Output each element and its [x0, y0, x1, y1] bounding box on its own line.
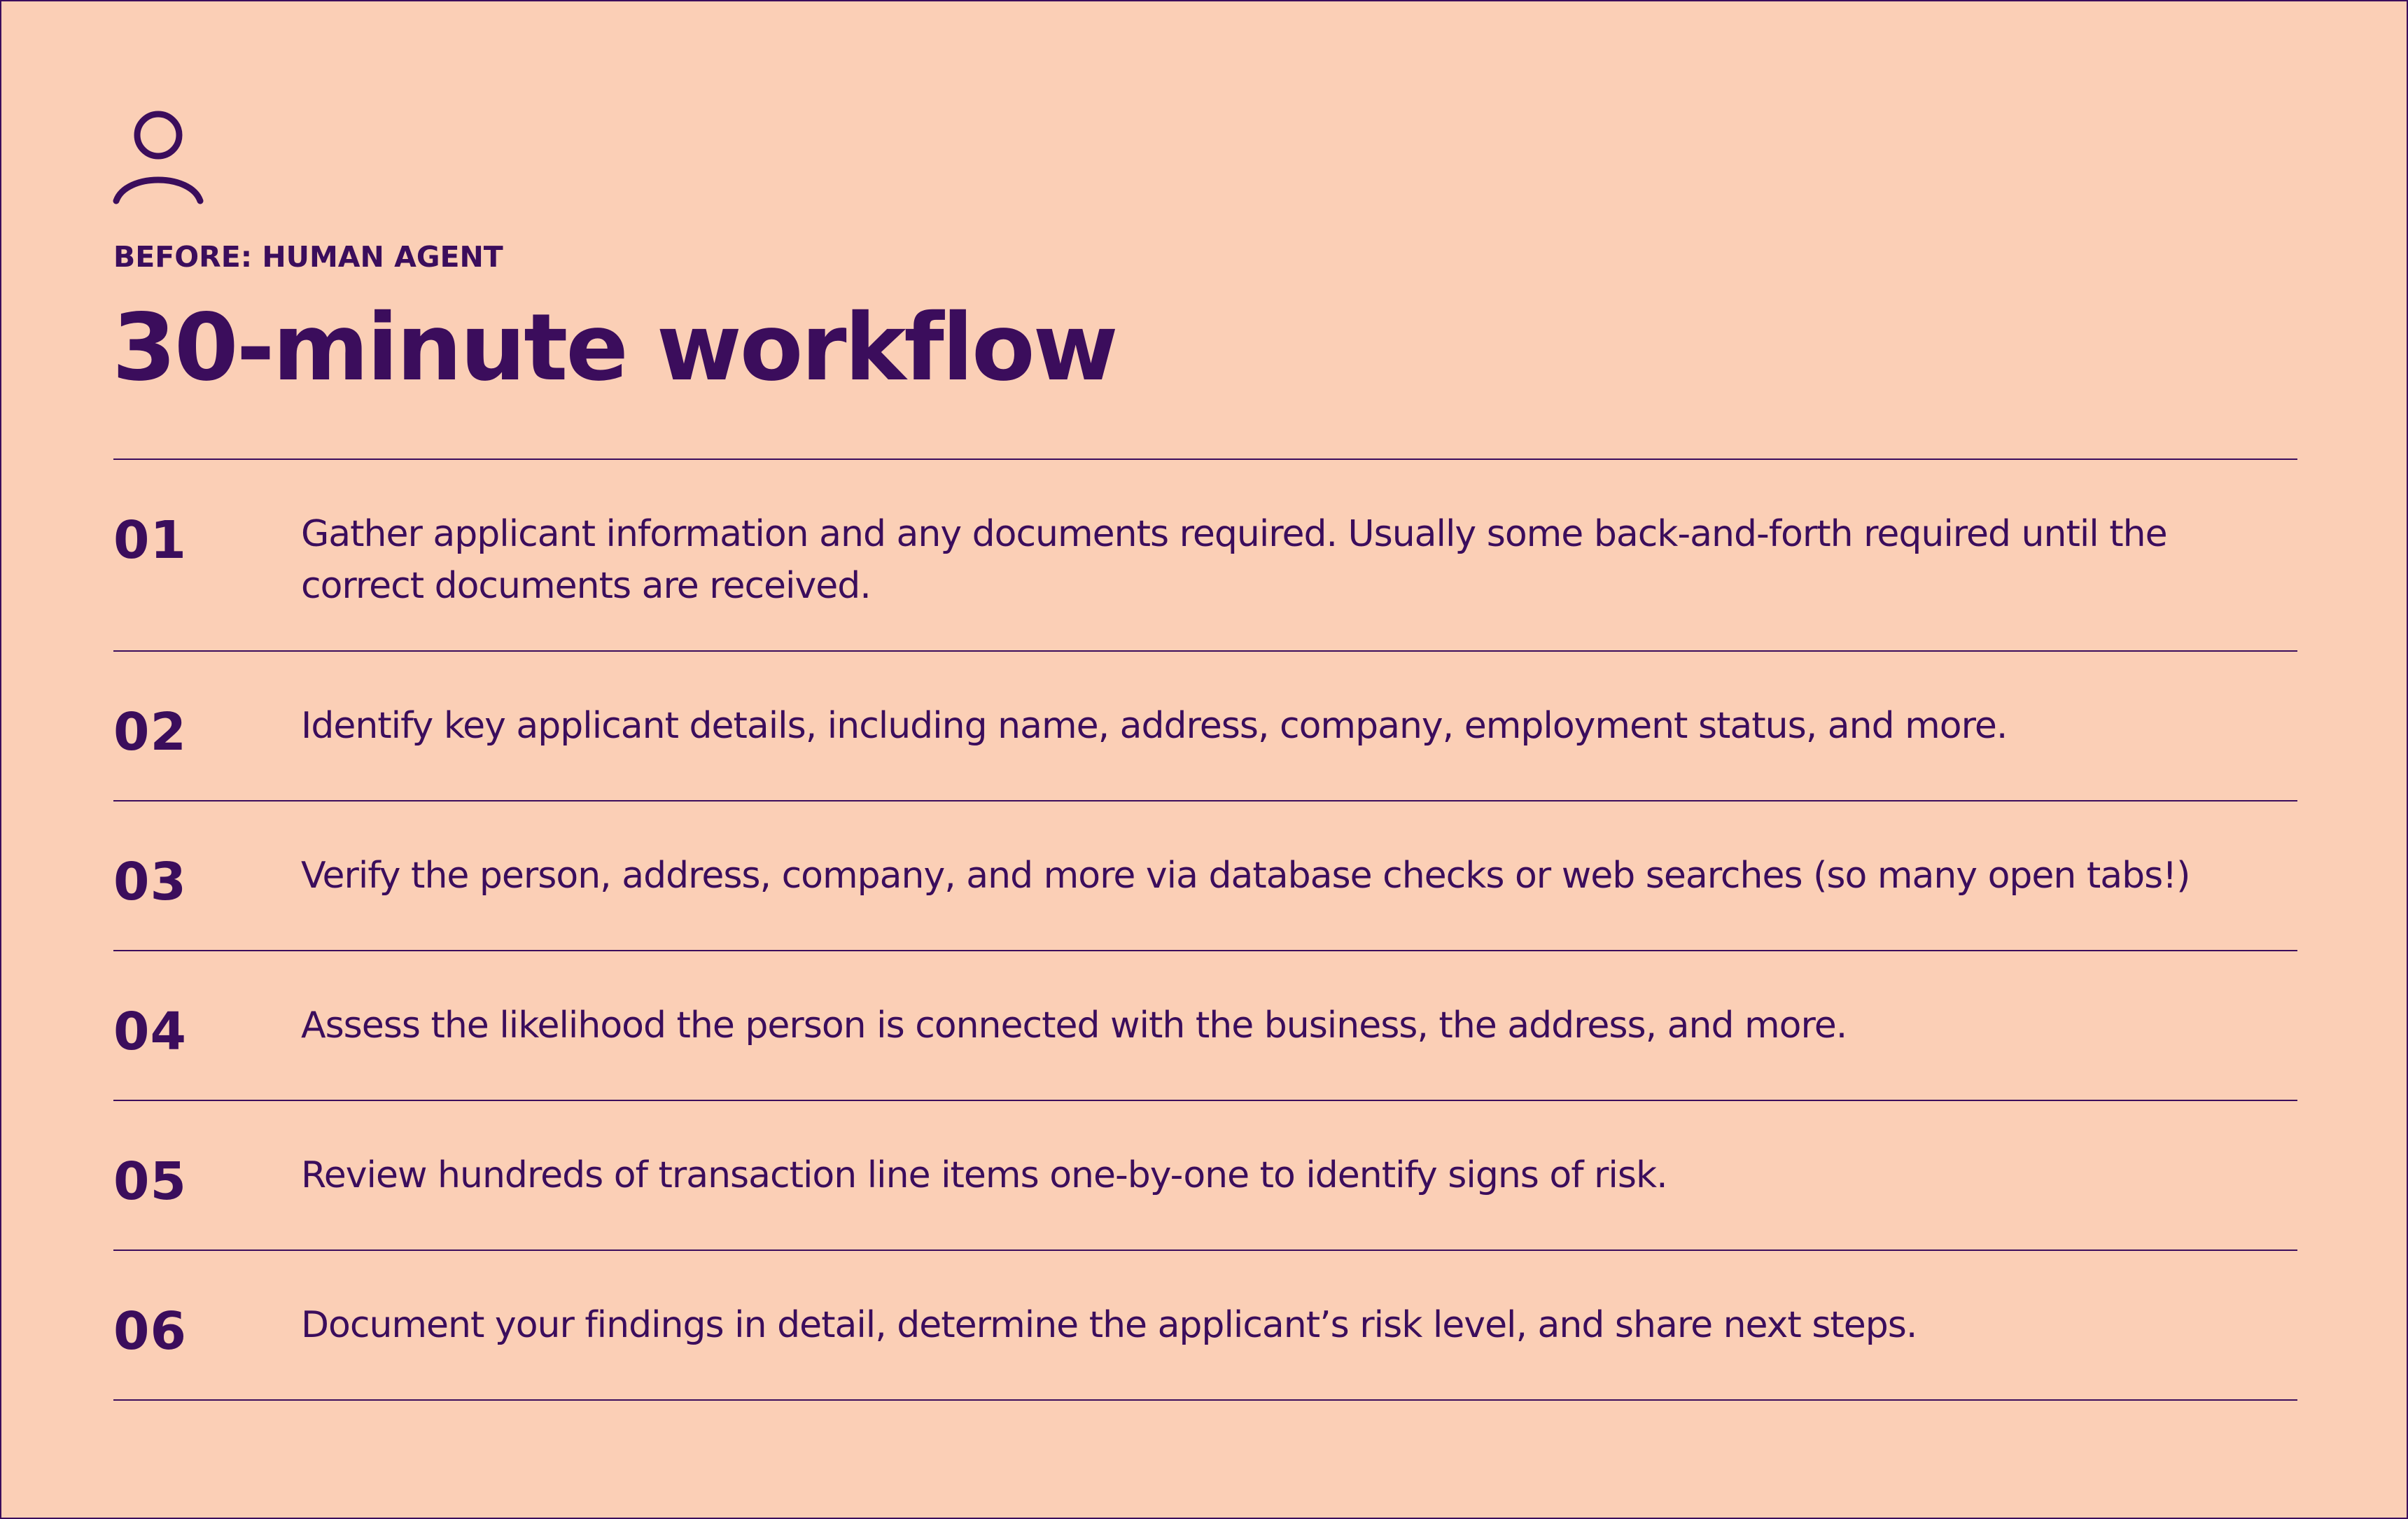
step-number: 03: [113, 852, 187, 912]
step-item: [113, 652, 2297, 802]
step-number: 04: [113, 1002, 187, 1062]
step-item: [113, 802, 2297, 951]
step-number: 02: [113, 702, 187, 762]
person-icon: [112, 110, 204, 205]
eyebrow-label: BEFORE: HUMAN AGENT: [113, 240, 503, 274]
step-description: Assess the likelihood the person is connected with the business, the address, and more.: [301, 1004, 1847, 1046]
step-number: 06: [113, 1301, 187, 1362]
step-description: Identify key applicant details, including name, address, company, employment status, and more.: [301, 705, 2008, 747]
step-item: [113, 951, 2297, 1101]
step-description: Verify the person, address, company, and more via database checks or web searches (so many open tabs!): [301, 855, 2190, 897]
step-number: 01: [113, 510, 187, 570]
step-description: Document your findings in detail, determine the applicant’s risk level, and share next steps.: [301, 1304, 1917, 1346]
step-description: Review hundreds of transaction line items one-by-one to identify signs of risk.: [301, 1154, 1667, 1196]
step-item: [113, 1101, 2297, 1251]
step-number: 05: [113, 1152, 187, 1212]
step-item: [113, 1251, 2297, 1401]
page-title: 30-minute workflow: [112, 294, 1116, 402]
step-item: [113, 460, 2297, 652]
step-description: Gather applicant information and any documents required. Usually some back-and-forth required until the correct documents are received.: [301, 513, 2167, 607]
steps-list: [113, 458, 2297, 1401]
